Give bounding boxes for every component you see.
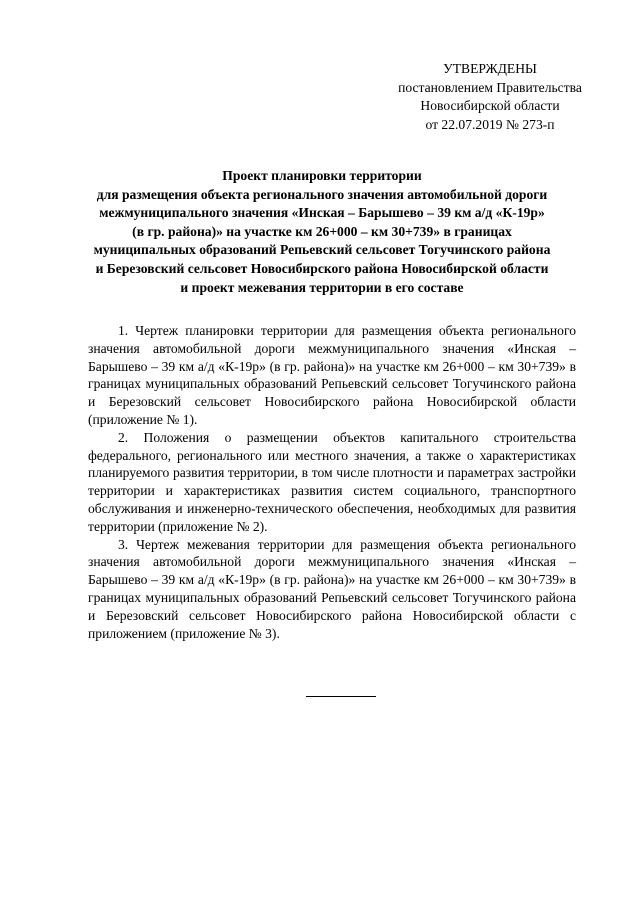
approval-line: Новосибирской области xyxy=(420,98,560,113)
title-line: межмуниципального значения «Инская – Барышево – 39 км а/д «К-19р» xyxy=(99,205,545,221)
title-line: и проект межевания территории в его составе xyxy=(180,279,464,295)
title-line: для размещения объекта регионального значения автомобильной дороги xyxy=(96,186,548,202)
list-item-2: 2. Положения о размещении объектов капитального строительства федерального, регионального или местного значения, а также о характеристиках планируемого развития территории, в том числе плотности и параметрах застройки территории и характеристиках развития систем социального, транспортного обслуживания и инженерно-технического обеспечения, необходимых для развития территории (приложение № 2). xyxy=(88,429,576,534)
approval-heading: УТВЕРЖДЕНЫ xyxy=(443,61,537,76)
closing-divider xyxy=(306,696,376,697)
list-item-3: 3. Чертеж межевания территории для размещения объекта регионального значения автомобильной дороги межмуниципального значения «Инская – Барышево – 39 км а/д «К-19р» (в гр. района)» на участке км 26+000 – км 30+739» в границах муниципальных образований Репьевский сельсовет Тогучинского района и Березовский сельсовет Новосибирского района Новосибирской области с приложением (приложение № 3). xyxy=(88,536,576,641)
title-line: Проект планировки территории xyxy=(222,168,422,183)
title-line: (в гр. района)» на участке км 26+000 – км 30+739» в границах xyxy=(132,223,512,239)
title-line: и Березовский сельсовет Новосибирского района Новосибирской области xyxy=(95,260,549,276)
list-item-1: 1. Чертеж планировки территории для размещения объекта регионального значения автомобильной дороги межмуниципального значения «Инская – Барышево – 39 км а/д «К-19р» (в гр. района)» на участке км 26+000 – км 30+739» в границах муниципальных образований Репьевский сельсовет Тогучинского района и Березовский сельсовет Новосибирского района Новосибирской области (приложение № 1). xyxy=(88,323,576,427)
document-title xyxy=(78,167,566,297)
title-line: муниципальных образований Репьевский сельсовет Тогучинского района xyxy=(93,242,551,258)
approval-stamp xyxy=(380,60,600,134)
document-body xyxy=(88,322,576,642)
approval-line: постановлением Правительства xyxy=(398,79,582,95)
approval-date-number: от 22.07.2019 № 273-п xyxy=(425,116,555,132)
